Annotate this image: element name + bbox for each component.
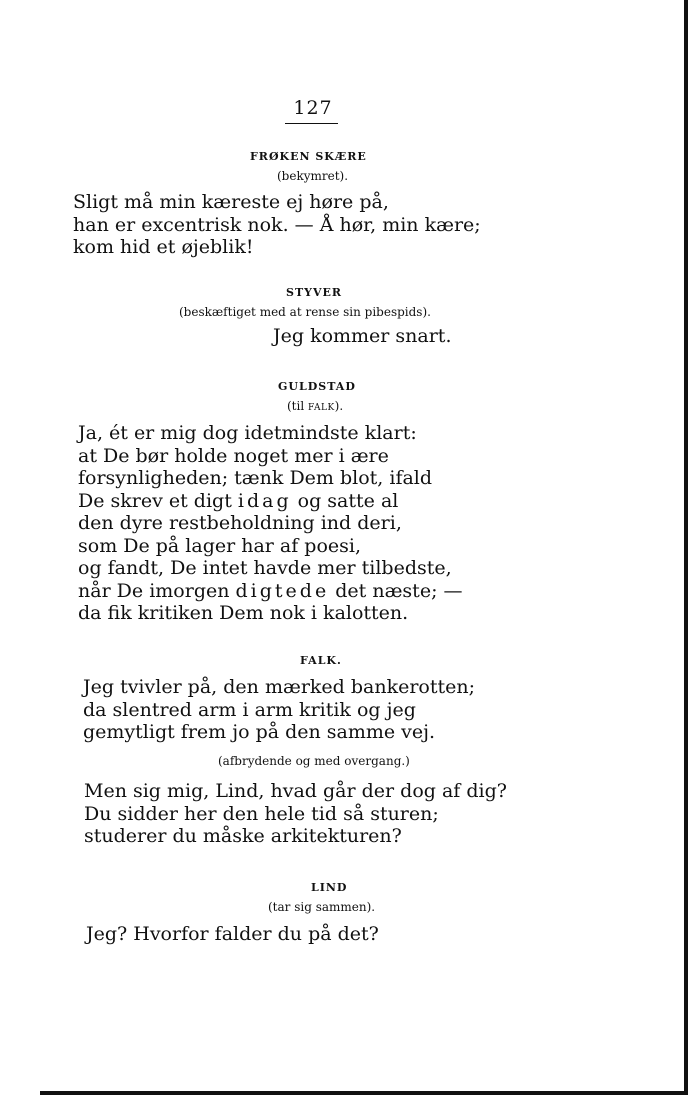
verse-line: da fik kritiken Dem nok i kalotten.	[78, 602, 409, 624]
speaker-lind: LIND	[311, 881, 348, 894]
verse-line	[78, 490, 463, 513]
verse-fragment-spaced: idag	[237, 489, 292, 512]
speaker-styver: STYVER	[286, 286, 343, 299]
stage-direction-bekymret: (bekymret).	[277, 169, 349, 183]
speaker-guldstad: GULDSTAD	[278, 380, 356, 393]
verse-block-froken-skaere	[73, 191, 481, 259]
verse-block-falk-1	[83, 676, 475, 744]
stage-direction-tar-sig-sammen: (tar sig sammen).	[268, 900, 376, 914]
verse-line: da slentred arm i arm kritik og jeg	[83, 698, 416, 721]
verse-line: Men sig mig, Lind, hvad går der dog af dig?	[84, 780, 507, 802]
verse-block-falk-2	[84, 780, 507, 848]
verse-block-styver	[273, 325, 452, 348]
verse-fragment: det næste; —	[329, 579, 463, 602]
verse-fragment-spaced: digtede	[235, 579, 330, 602]
scan-edge-bottom	[40, 1091, 688, 1095]
verse-fragment: og satte al	[291, 489, 399, 512]
verse-line	[78, 580, 463, 603]
verse-line: Jeg kommer snart.	[273, 325, 452, 347]
page-number: 127	[293, 97, 333, 119]
direction-part: (til	[287, 399, 308, 413]
verse-fragment: når De imorgen	[78, 579, 236, 602]
verse-line: at De bør holde noget mer i ære	[78, 444, 389, 467]
verse-block-guldstad	[78, 422, 463, 625]
verse-fragment: De skrev et digt	[78, 489, 238, 512]
stage-direction-beskaeftiget: (beskæftiget med at rense sin pibespids).	[179, 305, 431, 319]
verse-line: Jeg? Hvorfor falder du på det?	[86, 923, 379, 945]
verse-line: forsynligheden; tænk Dem blot, ifald	[78, 467, 433, 489]
speaker-falk: FALK.	[300, 654, 342, 667]
page-number-rule	[285, 123, 338, 124]
verse-line: den dyre restbeholdning ind deri,	[78, 512, 402, 534]
verse-block-lind	[86, 923, 379, 946]
scan-edge-right	[684, 0, 688, 1095]
verse-line: Sligt må min kæreste ej høre på,	[73, 191, 389, 213]
verse-line: han er excentrisk nok. — Å hør, min kære;	[73, 213, 481, 236]
verse-line: Ja, ét er mig dog idetmindste klart:	[78, 422, 417, 444]
stage-direction-til-falk	[287, 399, 343, 413]
speaker-froken-skaere: FRØKEN SKÆRE	[250, 150, 367, 163]
verse-line: kom hid et øjeblik!	[73, 236, 254, 258]
verse-line: Du sidder her den hele tid så sturen;	[84, 802, 439, 825]
direction-part: ).	[334, 399, 344, 413]
direction-smallcaps: FALK	[308, 403, 335, 413]
stage-direction-afbrydende: (afbrydende og med overgang.)	[218, 754, 410, 768]
verse-line: studerer du måske arkitekturen?	[84, 825, 402, 847]
verse-line: Jeg tvivler på, den mærked bankerotten;	[83, 676, 476, 698]
verse-line: og fandt, De intet havde mer tilbedste,	[78, 557, 452, 579]
verse-line: som De på lager har af poesi,	[78, 534, 362, 557]
verse-line: gemytligt frem jo på den samme vej.	[83, 721, 436, 743]
